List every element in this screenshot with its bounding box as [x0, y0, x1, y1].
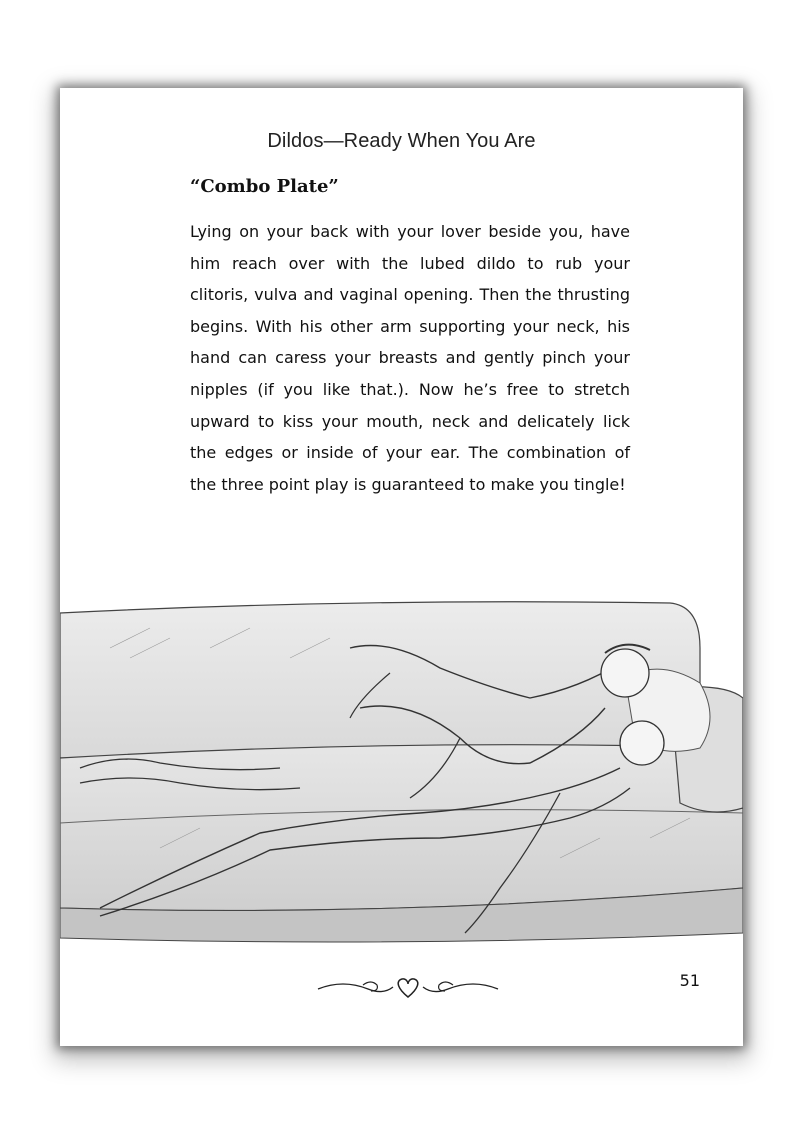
page-number: 51	[679, 971, 700, 990]
book-page	[60, 88, 743, 1046]
heart-swirl-ornament	[313, 973, 503, 1001]
body-paragraph: Lying on your back with your lover beside you, have him reach over with the lubed dildo to rub your clitoris, vulva and vaginal opening. Then the thrusting begins. With his other arm supporting your neck, his hand can caress your breasts and gently pinch your nipples (if you like that.). Now he’s free to stretch upward to kiss your mouth, neck and delicately lick the edges or inside of your ear. The combination of the three point play is guaranteed to make you tingle!	[190, 222, 630, 494]
section-title: “Combo Plate”	[190, 176, 339, 197]
running-head: Dildos—Ready When You Are	[267, 130, 536, 152]
sofa-couple-illustration	[60, 588, 743, 948]
